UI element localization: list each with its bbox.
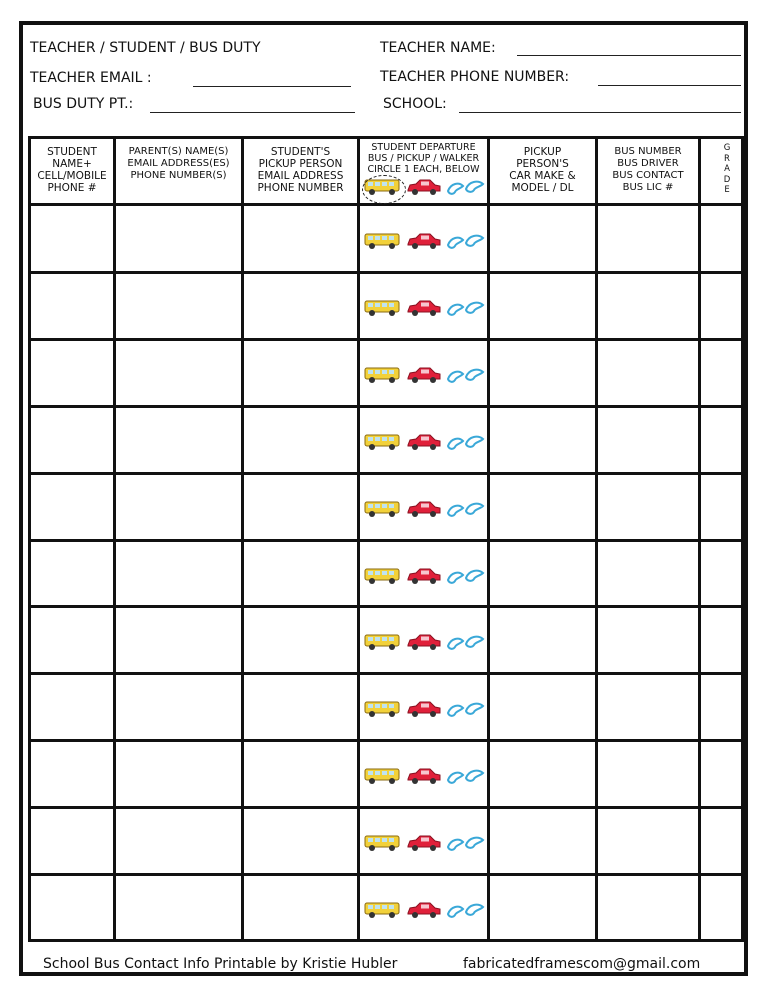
teacher-name-field[interactable] xyxy=(517,55,741,56)
school-bus-icon xyxy=(364,900,402,920)
teacher-email-label: TEACHER EMAIL : xyxy=(30,70,152,86)
school-bus-icon xyxy=(364,833,402,853)
departure-option-set[interactable] xyxy=(364,832,486,854)
teacher-name-label: TEACHER NAME: xyxy=(380,40,496,56)
footer-credit: School Bus Contact Info Printable by Kristie Hubler xyxy=(43,956,398,972)
row-divider xyxy=(28,338,744,341)
footprints-icon xyxy=(446,298,486,318)
footprints-icon xyxy=(446,632,486,652)
school-bus-icon xyxy=(364,632,402,652)
school-bus-icon xyxy=(364,231,402,251)
car-icon xyxy=(406,432,442,452)
row-divider xyxy=(28,605,744,608)
footer-email: fabricatedframescom@gmail.com xyxy=(463,956,701,972)
departure-option-set[interactable] xyxy=(364,230,486,252)
teacher-phone-label: TEACHER PHONE NUMBER: xyxy=(380,69,570,85)
column-header-student: STUDENT NAME+ CELL/MOBILE PHONE # xyxy=(37,146,107,194)
school-bus-icon xyxy=(364,499,402,519)
row-divider xyxy=(28,472,744,475)
departure-option-set[interactable] xyxy=(364,899,486,921)
footprints-icon xyxy=(446,566,486,586)
teacher-email-field[interactable] xyxy=(193,86,351,87)
car-icon xyxy=(406,699,442,719)
column-header-car: PICKUP PERSON'S CAR MAKE & MODEL / DL xyxy=(509,146,576,194)
footprints-icon xyxy=(446,499,486,519)
row-divider xyxy=(28,539,744,542)
footprints-icon xyxy=(446,766,486,786)
bus-duty-label: BUS DUTY PT.: xyxy=(33,96,134,112)
row-divider xyxy=(28,405,744,408)
school-bus-icon xyxy=(364,566,402,586)
footprints-icon xyxy=(446,432,486,452)
car-icon xyxy=(406,177,442,197)
school-bus-icon xyxy=(364,298,402,318)
car-icon xyxy=(406,499,442,519)
teacher-phone-field[interactable] xyxy=(598,85,741,86)
column-header-parents: PARENT(S) NAME(S) EMAIL ADDRESS(ES) PHONE NUMBER(S) xyxy=(127,146,230,181)
footprints-icon xyxy=(446,365,486,385)
departure-option-set[interactable] xyxy=(364,498,486,520)
car-icon xyxy=(406,833,442,853)
school-label: SCHOOL: xyxy=(383,96,447,112)
footprints-icon xyxy=(446,177,486,197)
departure-option-set[interactable] xyxy=(364,297,486,319)
row-divider xyxy=(28,806,744,809)
row-divider xyxy=(28,672,744,675)
column-header-bus-info: BUS NUMBER BUS DRIVER BUS CONTACT BUS LIC # xyxy=(612,146,684,193)
footprints-icon xyxy=(446,833,486,853)
departure-option-set[interactable] xyxy=(364,364,486,386)
car-icon xyxy=(406,298,442,318)
column-header-grade: G R A D E xyxy=(723,143,731,195)
footprints-icon xyxy=(446,699,486,719)
form-title: TEACHER / STUDENT / BUS DUTY xyxy=(30,40,261,56)
school-bus-icon xyxy=(364,766,402,786)
row-divider xyxy=(28,739,744,742)
car-icon xyxy=(406,365,442,385)
car-icon xyxy=(406,632,442,652)
circle-example xyxy=(362,175,406,204)
departure-option-set[interactable] xyxy=(364,631,486,653)
car-icon xyxy=(406,766,442,786)
column-header-departure: STUDENT DEPARTURE BUS / PICKUP / WALKER CIRCLE 1 EACH, BELOW xyxy=(367,142,480,175)
school-bus-icon xyxy=(364,699,402,719)
car-icon xyxy=(406,900,442,920)
school-bus-icon xyxy=(364,432,402,452)
car-icon xyxy=(406,231,442,251)
footprints-icon xyxy=(446,231,486,251)
departure-option-set[interactable] xyxy=(364,698,486,720)
row-divider xyxy=(28,873,744,876)
footprints-icon xyxy=(446,900,486,920)
departure-option-set[interactable] xyxy=(364,431,486,453)
departure-option-set[interactable] xyxy=(364,565,486,587)
car-icon xyxy=(406,566,442,586)
school-field[interactable] xyxy=(459,112,741,113)
school-bus-icon xyxy=(364,365,402,385)
departure-option-set[interactable] xyxy=(364,765,486,787)
bus-duty-field[interactable] xyxy=(150,112,355,113)
column-header-pickup-person: STUDENT'S PICKUP PERSON EMAIL ADDRESS PHONE NUMBER xyxy=(257,146,344,194)
row-divider xyxy=(28,271,744,274)
